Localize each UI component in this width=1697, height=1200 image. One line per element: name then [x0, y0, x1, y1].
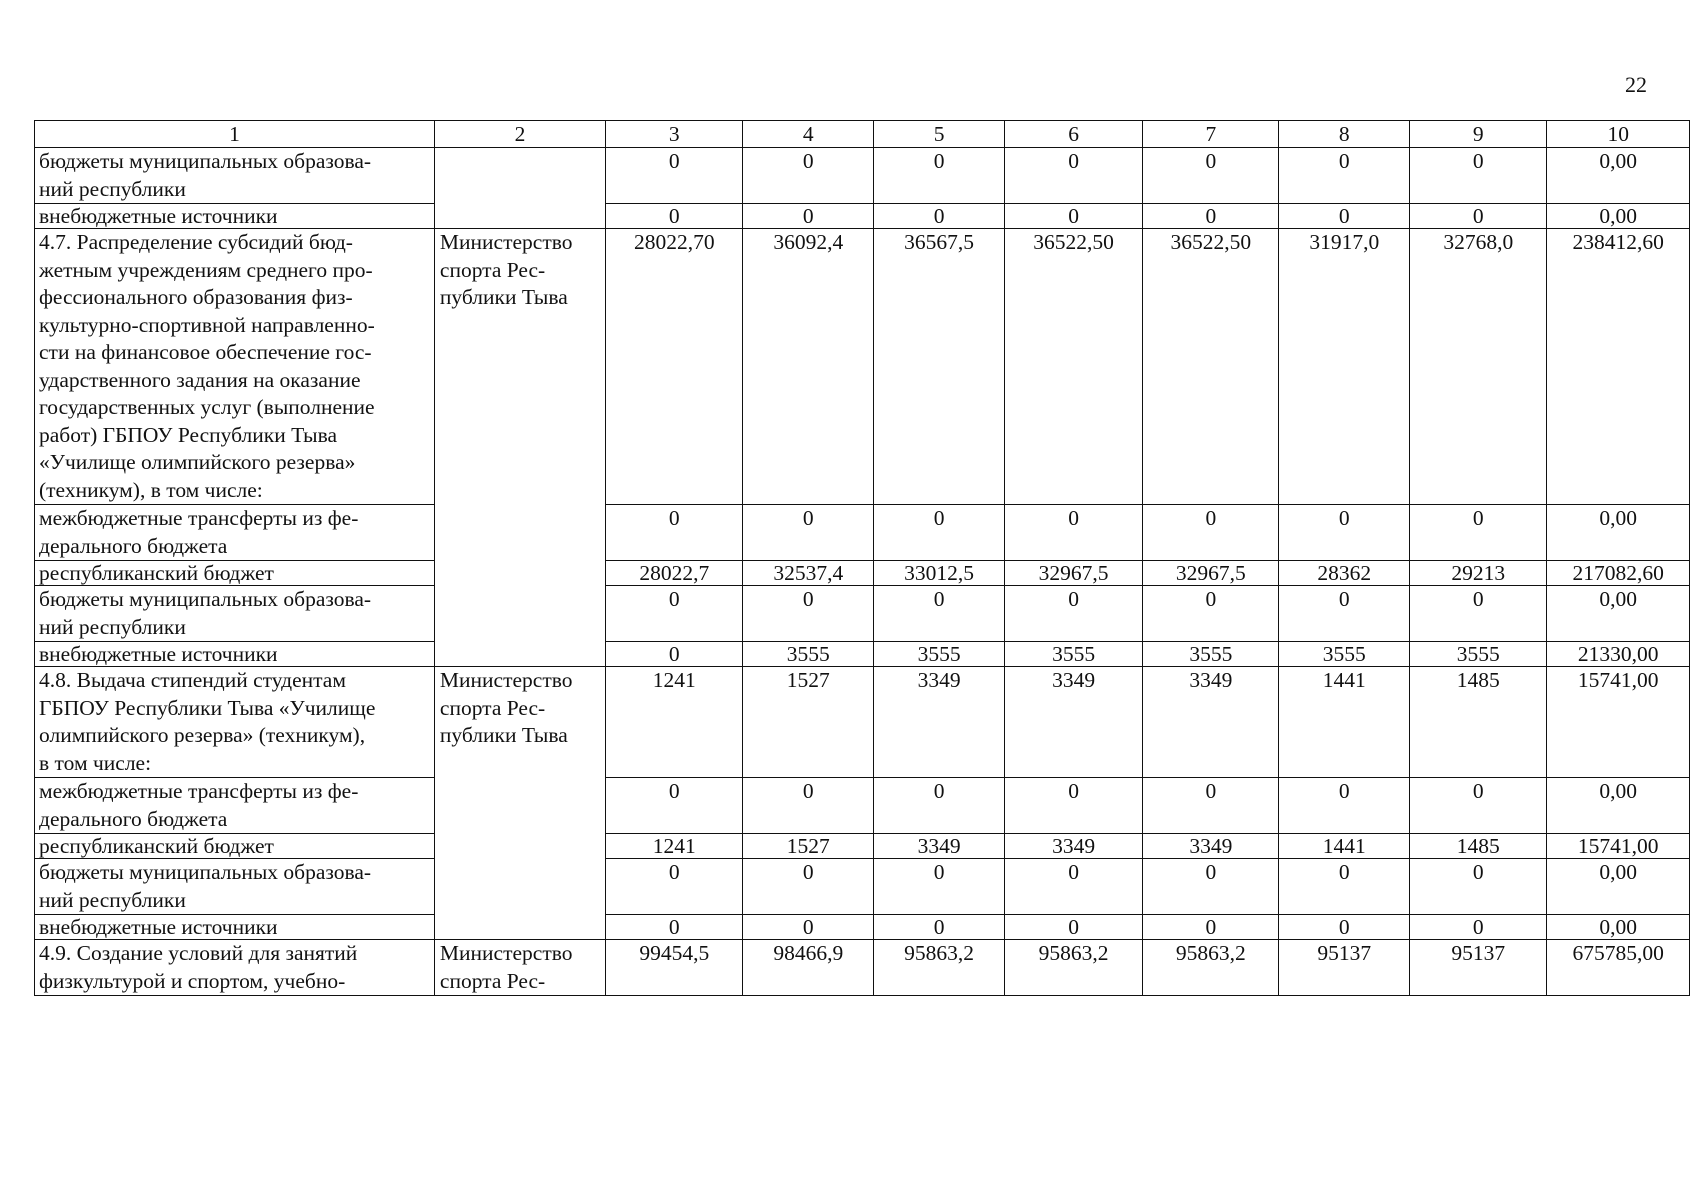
value-cell: 0,00: [1547, 859, 1690, 915]
value-cell: 0: [1279, 915, 1410, 940]
value-cell: 0: [1279, 859, 1410, 915]
value-cell: 0: [1279, 148, 1410, 204]
value-cell: 0: [1004, 915, 1142, 940]
value-cell: 3349: [1143, 834, 1279, 859]
value-cell: 3555: [1410, 642, 1547, 667]
value-cell: 36567,5: [874, 229, 1005, 505]
value-cell: 1441: [1279, 834, 1410, 859]
table-row: [35, 642, 1690, 667]
value-cell: 0: [874, 204, 1005, 229]
table-row: [35, 586, 1690, 642]
value-cell: 28022,7: [606, 561, 743, 586]
value-cell: 0: [743, 778, 874, 834]
value-cell: 1485: [1410, 834, 1547, 859]
table-row: [35, 859, 1690, 915]
row-label: республиканский бюджет: [35, 561, 435, 586]
value-cell: 0,00: [1547, 505, 1690, 561]
value-cell: 1485: [1410, 667, 1547, 778]
value-cell: 0: [1004, 204, 1142, 229]
table-row: [35, 940, 1690, 996]
header-cell: 10: [1547, 121, 1690, 148]
value-cell: 1441: [1279, 667, 1410, 778]
value-cell: 3349: [1004, 667, 1142, 778]
executor-cell: Министерство спорта Рес-: [434, 940, 605, 996]
value-cell: 1241: [606, 834, 743, 859]
value-cell: 95863,2: [874, 940, 1005, 996]
value-cell: 0: [874, 148, 1005, 204]
header-cell: 2: [434, 121, 605, 148]
value-cell: 98466,9: [743, 940, 874, 996]
value-cell: 0: [1004, 505, 1142, 561]
value-cell: 0: [1004, 148, 1142, 204]
header-cell: 6: [1004, 121, 1142, 148]
row-label: внебюджетные источники: [35, 915, 435, 940]
value-cell: 0: [606, 859, 743, 915]
value-cell: 28362: [1279, 561, 1410, 586]
value-cell: 0: [874, 586, 1005, 642]
table-row: [35, 667, 1690, 778]
value-cell: 217082,60: [1547, 561, 1690, 586]
value-cell: 36522,50: [1004, 229, 1142, 505]
value-cell: 0: [743, 859, 874, 915]
value-cell: 0: [874, 505, 1005, 561]
value-cell: 3555: [743, 642, 874, 667]
value-cell: 15741,00: [1547, 667, 1690, 778]
value-cell: 95863,2: [1143, 940, 1279, 996]
value-cell: 0,00: [1547, 148, 1690, 204]
value-cell: 0,00: [1547, 778, 1690, 834]
header-cell: 3: [606, 121, 743, 148]
row-label: бюджеты муниципальных образова- ний республики: [35, 586, 435, 642]
value-cell: 0: [1143, 204, 1279, 229]
value-cell: 0: [1004, 859, 1142, 915]
value-cell: 0: [606, 505, 743, 561]
value-cell: 1241: [606, 667, 743, 778]
value-cell: 0: [874, 915, 1005, 940]
row-label: межбюджетные трансферты из фе- дерального бюджета: [35, 505, 435, 561]
value-cell: 0: [1004, 586, 1142, 642]
value-cell: 31917,0: [1279, 229, 1410, 505]
value-cell: 0: [743, 148, 874, 204]
value-cell: 3349: [874, 834, 1005, 859]
value-cell: 99454,5: [606, 940, 743, 996]
table-row: [35, 148, 1690, 204]
value-cell: 95137: [1279, 940, 1410, 996]
row-label: бюджеты муниципальных образова- ний республики: [35, 148, 435, 204]
value-cell: 3349: [1004, 834, 1142, 859]
page-number: 22: [1625, 72, 1647, 97]
value-cell: 0: [606, 586, 743, 642]
table-row: [35, 561, 1690, 586]
value-cell: 0: [1143, 859, 1279, 915]
header-cell: 5: [874, 121, 1005, 148]
value-cell: 0: [1410, 148, 1547, 204]
value-cell: 0: [1143, 148, 1279, 204]
value-cell: 0: [1004, 778, 1142, 834]
value-cell: 0: [606, 778, 743, 834]
value-cell: 0,00: [1547, 586, 1690, 642]
table-row: [35, 204, 1690, 229]
value-cell: 1527: [743, 667, 874, 778]
row-label: внебюджетные источники: [35, 642, 435, 667]
row-label: межбюджетные трансферты из фе- дерального бюджета: [35, 778, 435, 834]
value-cell: 32537,4: [743, 561, 874, 586]
value-cell: 0,00: [1547, 204, 1690, 229]
value-cell: 0: [1279, 505, 1410, 561]
value-cell: 0: [1410, 204, 1547, 229]
value-cell: 0: [1143, 505, 1279, 561]
header-cell: 8: [1279, 121, 1410, 148]
table-row: [35, 229, 1690, 505]
row-label: 4.9. Создание условий для занятий физкультурой и спортом, учебно-: [35, 940, 435, 996]
value-cell: 0: [743, 586, 874, 642]
value-cell: 3349: [874, 667, 1005, 778]
executor-cell: [434, 148, 605, 229]
table-row: [35, 505, 1690, 561]
value-cell: 28022,70: [606, 229, 743, 505]
value-cell: 95137: [1410, 940, 1547, 996]
header-row: [35, 121, 1690, 148]
value-cell: 0: [1410, 859, 1547, 915]
table-row: [35, 778, 1690, 834]
value-cell: 0: [874, 859, 1005, 915]
value-cell: 0: [743, 204, 874, 229]
executor-cell: Министерство спорта Рес- публики Тыва: [434, 667, 605, 940]
value-cell: 0: [874, 778, 1005, 834]
value-cell: 675785,00: [1547, 940, 1690, 996]
value-cell: 32967,5: [1143, 561, 1279, 586]
value-cell: 95863,2: [1004, 940, 1142, 996]
value-cell: 0: [1279, 586, 1410, 642]
value-cell: 0: [1143, 915, 1279, 940]
value-cell: 33012,5: [874, 561, 1005, 586]
table-row: [35, 915, 1690, 940]
value-cell: 1527: [743, 834, 874, 859]
value-cell: 0: [606, 204, 743, 229]
value-cell: 21330,00: [1547, 642, 1690, 667]
row-label: республиканский бюджет: [35, 834, 435, 859]
value-cell: 0: [1143, 778, 1279, 834]
value-cell: 15741,00: [1547, 834, 1690, 859]
value-cell: 3555: [1279, 642, 1410, 667]
budget-table: [34, 120, 1690, 996]
row-label: 4.7. Распределение субсидий бюд- жетным учреждениям среднего про- фессионального образования физ- культурно-спортивной направленно- сти на финансовое обеспечение гос- ударственного задания на оказание государственных услуг (выполнение работ) ГБПОУ Республики Тыва «Училище олимпийского резерва» (техникум), в том числе:: [35, 229, 435, 505]
value-cell: 0: [1410, 778, 1547, 834]
value-cell: 0: [1143, 586, 1279, 642]
value-cell: 29213: [1410, 561, 1547, 586]
value-cell: 0: [1410, 586, 1547, 642]
header-cell: 9: [1410, 121, 1547, 148]
value-cell: 3555: [1143, 642, 1279, 667]
row-label: внебюджетные источники: [35, 204, 435, 229]
value-cell: 36092,4: [743, 229, 874, 505]
value-cell: 32967,5: [1004, 561, 1142, 586]
value-cell: 0: [743, 915, 874, 940]
value-cell: 0: [606, 642, 743, 667]
value-cell: 0: [1279, 778, 1410, 834]
row-label: 4.8. Выдача стипендий студентам ГБПОУ Республики Тыва «Училище олимпийского резерва» (техникум), в том числе:: [35, 667, 435, 778]
value-cell: 3349: [1143, 667, 1279, 778]
value-cell: 0,00: [1547, 915, 1690, 940]
value-cell: 0: [1279, 204, 1410, 229]
value-cell: 3555: [874, 642, 1005, 667]
value-cell: 0: [743, 505, 874, 561]
value-cell: 0: [606, 915, 743, 940]
value-cell: 32768,0: [1410, 229, 1547, 505]
header-cell: 4: [743, 121, 874, 148]
table-row: [35, 834, 1690, 859]
value-cell: 0: [1410, 915, 1547, 940]
header-cell: 1: [35, 121, 435, 148]
row-label: бюджеты муниципальных образова- ний республики: [35, 859, 435, 915]
header-cell: 7: [1143, 121, 1279, 148]
value-cell: 36522,50: [1143, 229, 1279, 505]
value-cell: 238412,60: [1547, 229, 1690, 505]
executor-cell: Министерство спорта Рес- публики Тыва: [434, 229, 605, 667]
value-cell: 0: [606, 148, 743, 204]
value-cell: 3555: [1004, 642, 1142, 667]
value-cell: 0: [1410, 505, 1547, 561]
